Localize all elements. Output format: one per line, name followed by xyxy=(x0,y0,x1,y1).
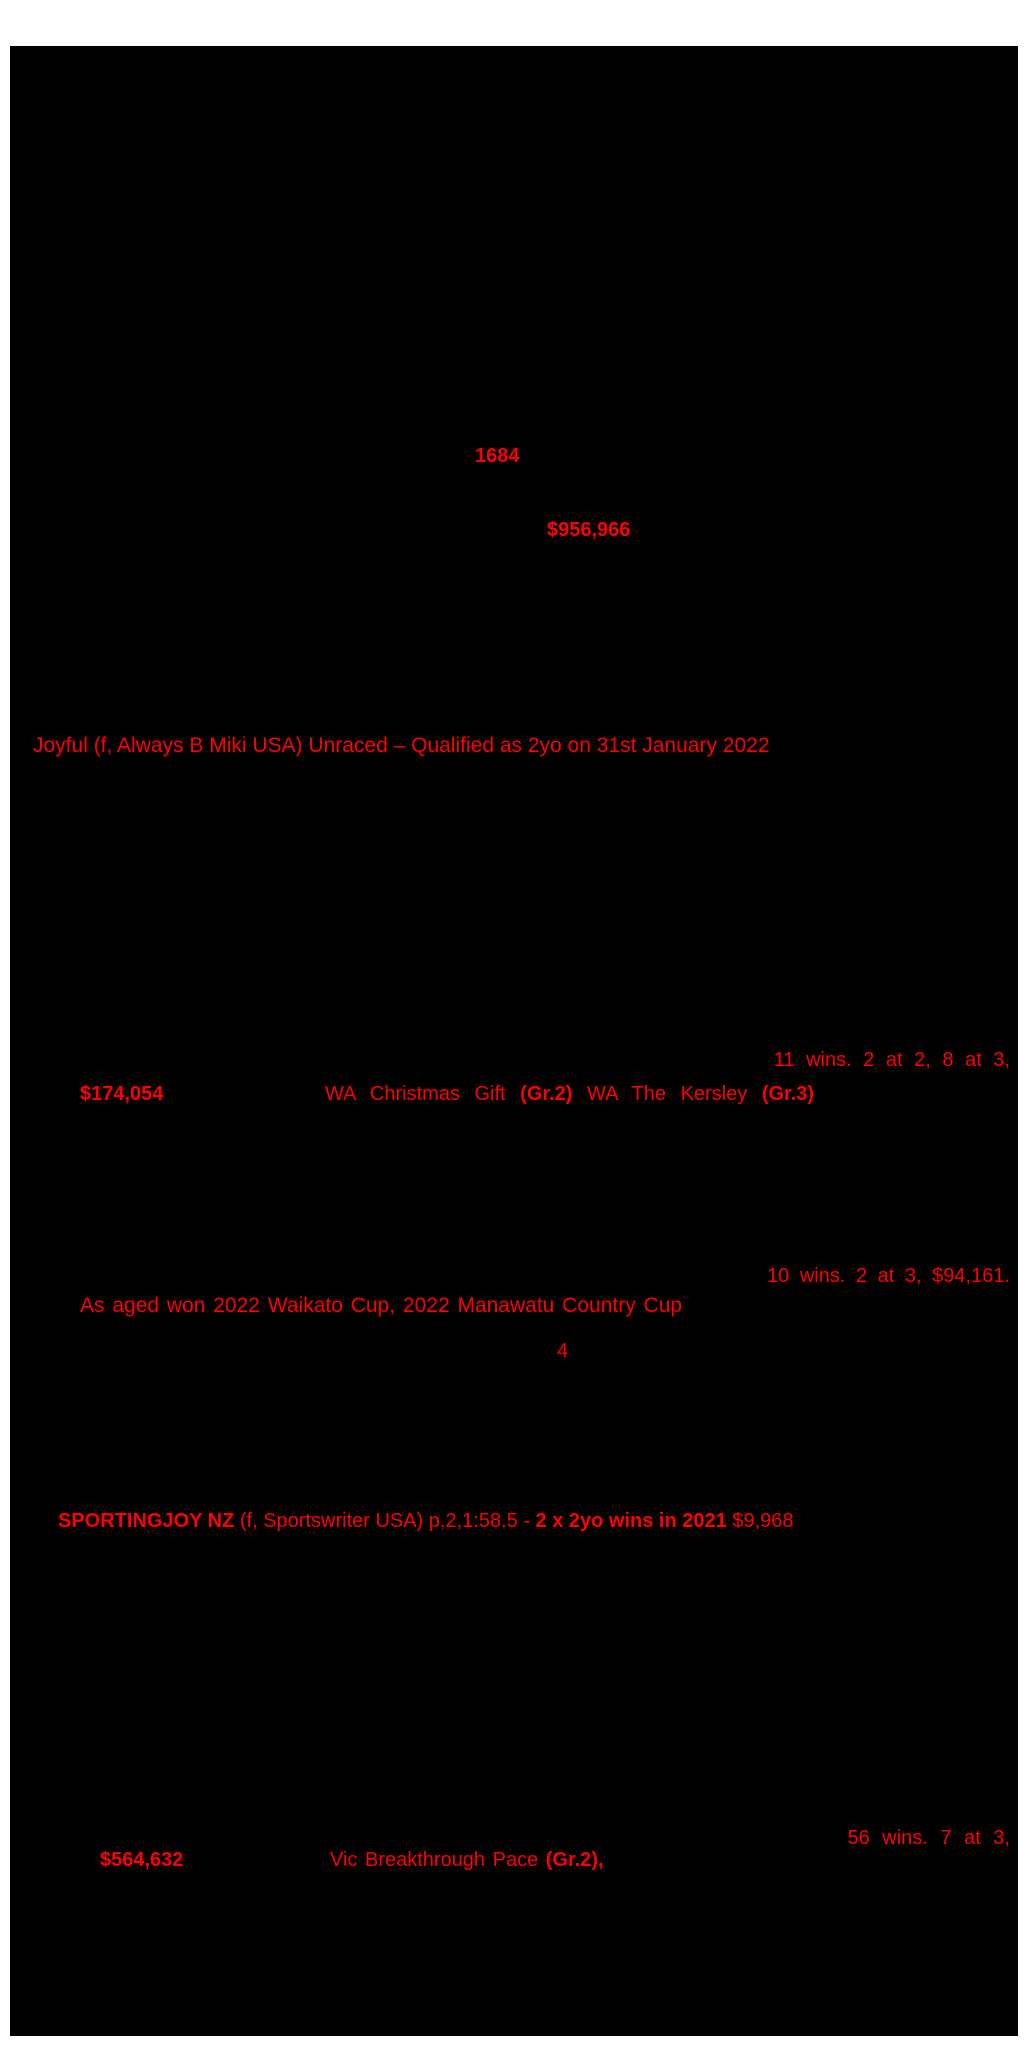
sportingjoy-name: SPORTINGJOY NZ xyxy=(58,1510,235,1532)
lot-number: 1684 xyxy=(475,445,520,467)
wa-races-line xyxy=(325,1083,814,1106)
sportingjoy-2yo-wins: 2 x 2yo wins in 2021 xyxy=(535,1510,727,1532)
wa-gr2-label: (Gr.2) xyxy=(520,1083,573,1105)
race-record-10-wins: 10 wins. 2 at 3, $94,161. xyxy=(767,1265,1010,1287)
wa-christmas-gift-text: WA Christmas Gift xyxy=(325,1083,521,1105)
earnings-174054: $174,054 xyxy=(80,1083,164,1105)
earnings-564632: $564,632 xyxy=(100,1849,184,1871)
stakes-total: $956,966 xyxy=(547,519,631,541)
progeny-line-joyful: Joyful (f, Always B Miki USA) Unraced – Qualified as 2yo on 31st January 2022 xyxy=(33,734,770,757)
vic-breakthrough-text: Vic Breakthrough Pace xyxy=(330,1849,546,1871)
catalogue-page xyxy=(10,46,1018,2036)
wa-gr3-label: (Gr.3) xyxy=(761,1083,815,1105)
as-aged-wins-line: As aged won 2022 Waikato Cup, 2022 Manawatu Country Cup xyxy=(80,1294,683,1317)
sportingjoy-line xyxy=(58,1510,794,1533)
sportingjoy-details: (f, Sportswriter USA) p,2,1:58.5 - xyxy=(234,1510,536,1532)
vic-breakthrough-line xyxy=(330,1849,604,1872)
race-record-11-wins: 11 wins. 2 at 2, 8 at 3, xyxy=(773,1049,1010,1071)
generation-number: 4 xyxy=(557,1340,569,1362)
sportingjoy-earnings: $9,968 xyxy=(726,1510,794,1532)
wa-kersley-text: WA The Kersley xyxy=(572,1083,762,1105)
race-record-56-wins: 56 wins. 7 at 3, xyxy=(847,1827,1010,1849)
vic-gr2-label: (Gr.2), xyxy=(545,1849,604,1871)
